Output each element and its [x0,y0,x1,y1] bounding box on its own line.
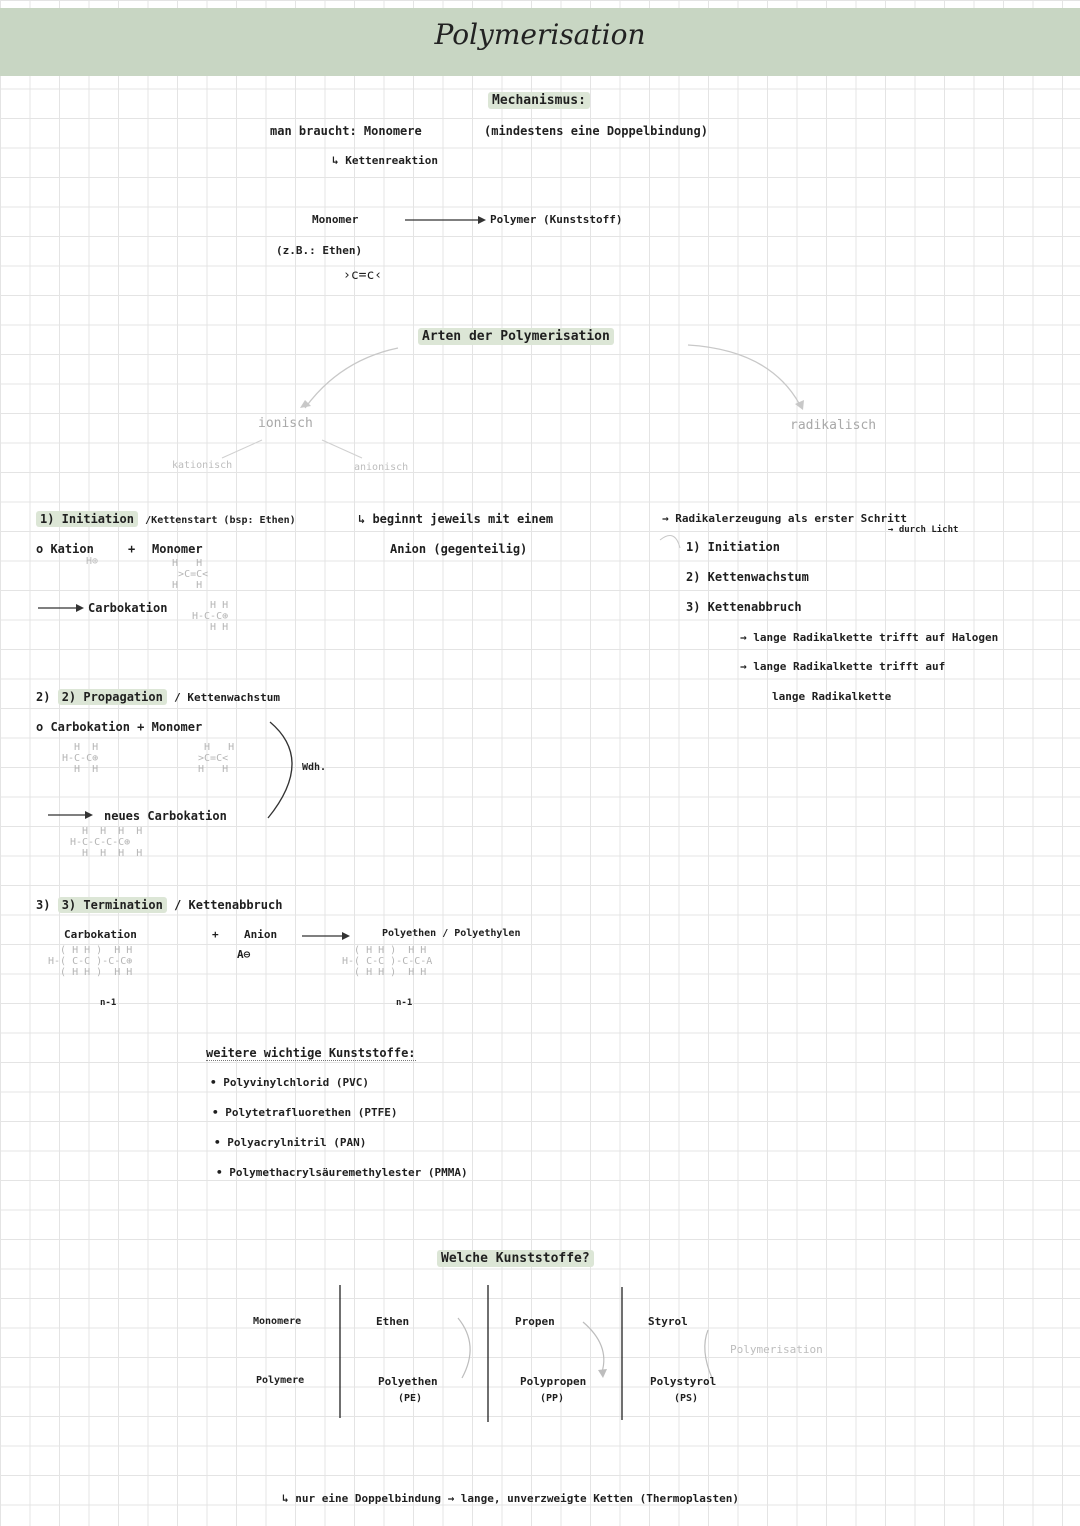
radical-step2: 2) Kettenwachstum [686,570,809,584]
step1-title: 1) Initiation [36,511,138,527]
step1-he: H⊕ [86,556,99,567]
anionic-line2: Anion (gegenteilig) [390,542,528,556]
mechanism-heading: Mechanismus: [488,92,590,109]
repeat-label: Wdh. [302,762,327,773]
termination-carbocation-structure: ( H H ) H H H-( C-C )-C-C⊕ ( H H ) H H [48,945,133,978]
chain-reaction-note: ↳ Kettenreaktion [332,154,438,167]
abbr-pe: (PE) [398,1393,423,1404]
step2-carbocation-structure: H H H-C-C⊕ H H [62,742,99,775]
radical-sub1: → lange Radikalkette trifft auf Halogen [740,631,999,644]
step2-line: o Carbokation + Monomer [36,720,203,734]
step2-sub: / Kettenwachstum [174,691,281,704]
needs-detail: (mindestens eine Doppelbindung) [484,124,708,138]
cationic-step1 [36,512,296,526]
polymer-polyethen: Polyethen [378,1375,438,1388]
radical-label: radikalisch [790,418,877,433]
types-heading: Arten der Polymerisation [418,328,614,345]
anion-symbol: A⊖ [237,948,251,961]
monomer-styrol: Styrol [648,1315,688,1328]
step1-result: Carbokation [88,601,168,615]
radical-light-note: → durch Licht [888,525,959,535]
step1-monomer: Monomer [152,542,203,556]
step2-number: 2) [36,690,51,704]
ionic-label: ionisch [258,416,313,431]
anionic-line1: ↳ beginnt jeweils mit einem [358,512,554,526]
n1-right: n-1 [396,998,413,1008]
step3-carbocation: Carbokation [64,928,137,941]
cationic-step3 [36,898,282,912]
cationic-step2 [36,690,280,704]
step2-monomer-structure: H H >C=C< H H [198,742,235,775]
step2-title: 2) Propagation [58,689,167,705]
footer-note: ↳ nur eine Doppelbindung → lange, unverzweigte Ketten (Thermoplasten) [282,1492,739,1505]
radical-step3: 3) Kettenabbruch [686,600,802,614]
plastic-item-3: • Polyacrylnitril (PAN) [214,1136,367,1149]
step3-product: Polyethen / Polyethylen [382,928,521,939]
ethen-formula: ›c=c‹ [343,268,383,283]
monomer-propen: Propen [515,1315,555,1328]
polyethen-structure: ( H H ) H H H-( C-C )-C-C-A ( H H ) H H [342,945,433,978]
other-plastics-heading: weitere wichtige Kunststoffe: [206,1046,416,1060]
step3-plus: + [212,928,219,941]
plastic-item-1: • Polyvinylchlorid (PVC) [210,1076,369,1089]
polymer-polypropen: Polypropen [520,1375,587,1388]
radical-line1: → Radikalerzeugung als erster Schritt [662,512,908,525]
step1-cation: o Kation [36,542,94,556]
monomer-structure: H H >C=C< H H [172,558,209,591]
step1-plus: + [128,542,136,556]
plastic-item-2: • Polytetrafluorethen (PTFE) [212,1106,398,1119]
monomer-label: Monomer [312,213,359,226]
polymer-polystyrol: Polystyrol [650,1375,717,1388]
polymer-label: Polymer (Kunststoff) [490,213,623,226]
step3-anion: Anion [244,928,278,941]
anionic-label: anionisch [354,462,409,473]
new-carbocation-structure: H H H H H-C-C-C-C⊕ H H H H [70,826,143,859]
plastic-item-4: • Polymethacrylsäuremethylester (PMMA) [216,1166,468,1179]
row-monomers: Monomere [253,1316,302,1327]
example-ethen: (z.B.: Ethen) [276,244,363,257]
needs-label: man braucht: Monomere [270,124,422,138]
step2-result: neues Carbokation [104,809,227,823]
monomer-ethen: Ethen [376,1315,410,1328]
radical-sub2: → lange Radikalkette trifft auf [740,660,946,673]
step3-number: 3) [36,898,51,912]
page-title: Polymerisation [434,18,646,51]
n1-left: n-1 [100,998,117,1008]
process-note: Polymerisation [730,1343,823,1356]
step3-title: 3) Termination [58,897,167,913]
which-plastics-heading: Welche Kunststoffe? [437,1250,594,1267]
radical-step1: 1) Initiation [686,540,780,554]
step3-sub: / Kettenabbruch [174,898,283,912]
carbocation-structure: H H H-C-C⊕ H H [192,600,229,633]
cationic-label: kationisch [172,460,233,471]
step1-sub: /Kettenstart (bsp: Ethen) [145,515,296,526]
abbr-ps: (PS) [674,1393,699,1404]
radical-sub3: lange Radikalkette [772,690,892,703]
row-polymers: Polymere [256,1375,305,1386]
abbr-pp: (PP) [540,1393,565,1404]
